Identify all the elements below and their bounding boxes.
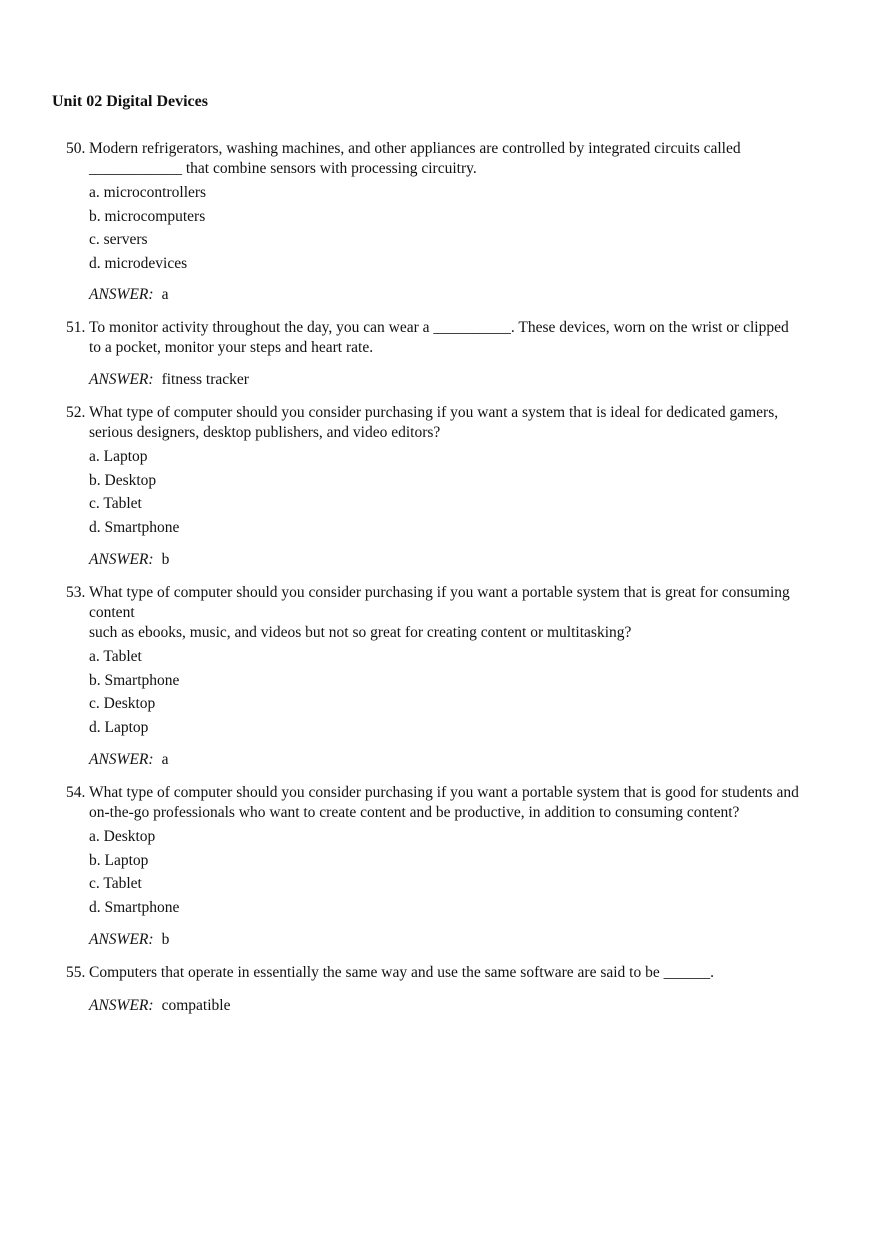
question-54 — [66, 783, 818, 919]
answer-label: ANSWER: — [89, 997, 154, 1014]
question-number: 54. — [66, 784, 86, 801]
question-line: on-the-go professionals who want to create content and be productive, in addition to consuming content? — [89, 804, 740, 821]
answer-value: b — [161, 931, 170, 948]
option-item: c. Tablet — [89, 495, 142, 512]
question-line: such as ebooks, music, and videos but not so great for creating content or multitasking? — [89, 624, 632, 641]
answer-54 — [66, 930, 818, 950]
question-text — [89, 318, 818, 358]
answer-label: ANSWER: — [89, 371, 154, 388]
answer-53 — [66, 750, 818, 770]
answer-label: ANSWER: — [89, 551, 154, 568]
question-text — [89, 963, 818, 983]
question-52 — [66, 403, 818, 539]
option-item: d. Laptop — [89, 718, 149, 736]
option-item: d. Smartphone — [89, 518, 180, 536]
option-list — [89, 645, 818, 739]
question-text — [89, 403, 818, 443]
answer-value: compatible — [161, 997, 231, 1014]
answer-label: ANSWER: — [89, 286, 154, 303]
question-line: To monitor activity throughout the day, you can wear a __________. These devices, worn on the wrist or clipped — [89, 319, 789, 336]
unit-title: Unit 02 Digital Devices — [52, 93, 208, 110]
option-item: b. Smartphone — [89, 671, 180, 689]
question-text — [89, 583, 818, 643]
question-line: Modern refrigerators, washing machines, and other appliances are controlled by integrated circuits called — [89, 140, 741, 157]
question-51 — [66, 318, 818, 358]
question-number: 51. — [66, 319, 86, 336]
answer-50 — [66, 285, 818, 305]
question-line: What type of computer should you consider purchasing if you want a system that is ideal for dedicated gamers, — [89, 404, 779, 421]
option-item: b. microcomputers — [89, 207, 206, 225]
option-item: b. Desktop — [89, 471, 157, 489]
answer-label: ANSWER: — [89, 931, 154, 948]
option-item: d. microdevices — [89, 254, 188, 272]
question-text — [89, 139, 818, 179]
question-50 — [66, 139, 818, 275]
option-item: c. Desktop — [89, 695, 156, 712]
question-number: 50. — [66, 140, 86, 157]
question-line: ____________ that combine sensors with processing circuitry. — [89, 160, 477, 177]
answer-51 — [66, 370, 818, 390]
answer-label: ANSWER: — [89, 751, 154, 768]
question-text — [89, 783, 818, 823]
question-line: content — [89, 604, 135, 621]
question-53 — [66, 583, 818, 739]
question-line: What type of computer should you consider purchasing if you want a portable system that is good for students and — [89, 784, 799, 801]
option-list — [89, 445, 818, 539]
answer-52 — [66, 550, 818, 570]
answer-55 — [66, 996, 818, 1016]
option-item: c. Tablet — [89, 875, 142, 892]
option-item: a. microcontrollers — [89, 184, 207, 201]
option-item: a. Tablet — [89, 648, 142, 665]
question-number: 53. — [66, 584, 86, 601]
option-item: a. Laptop — [89, 448, 148, 465]
question-line: serious designers, desktop publishers, and video editors? — [89, 424, 441, 441]
answer-value: a — [161, 751, 169, 768]
option-list — [89, 825, 818, 919]
question-line: to a pocket, monitor your steps and heart rate. — [89, 339, 374, 356]
question-55 — [66, 963, 818, 983]
option-item: d. Smartphone — [89, 898, 180, 916]
option-item: c. servers — [89, 231, 148, 248]
answer-value: a — [161, 286, 169, 303]
question-line: What type of computer should you consider purchasing if you want a portable system that is great for consuming — [89, 584, 790, 601]
question-number: 55. — [66, 964, 86, 981]
answer-value: b — [161, 551, 170, 568]
question-number: 52. — [66, 404, 86, 421]
option-item: a. Desktop — [89, 828, 156, 845]
option-list — [89, 181, 818, 275]
answer-value: fitness tracker — [161, 371, 249, 388]
question-line: Computers that operate in essentially the same way and use the same software are said to be ______. — [89, 964, 714, 981]
option-item: b. Laptop — [89, 851, 149, 869]
